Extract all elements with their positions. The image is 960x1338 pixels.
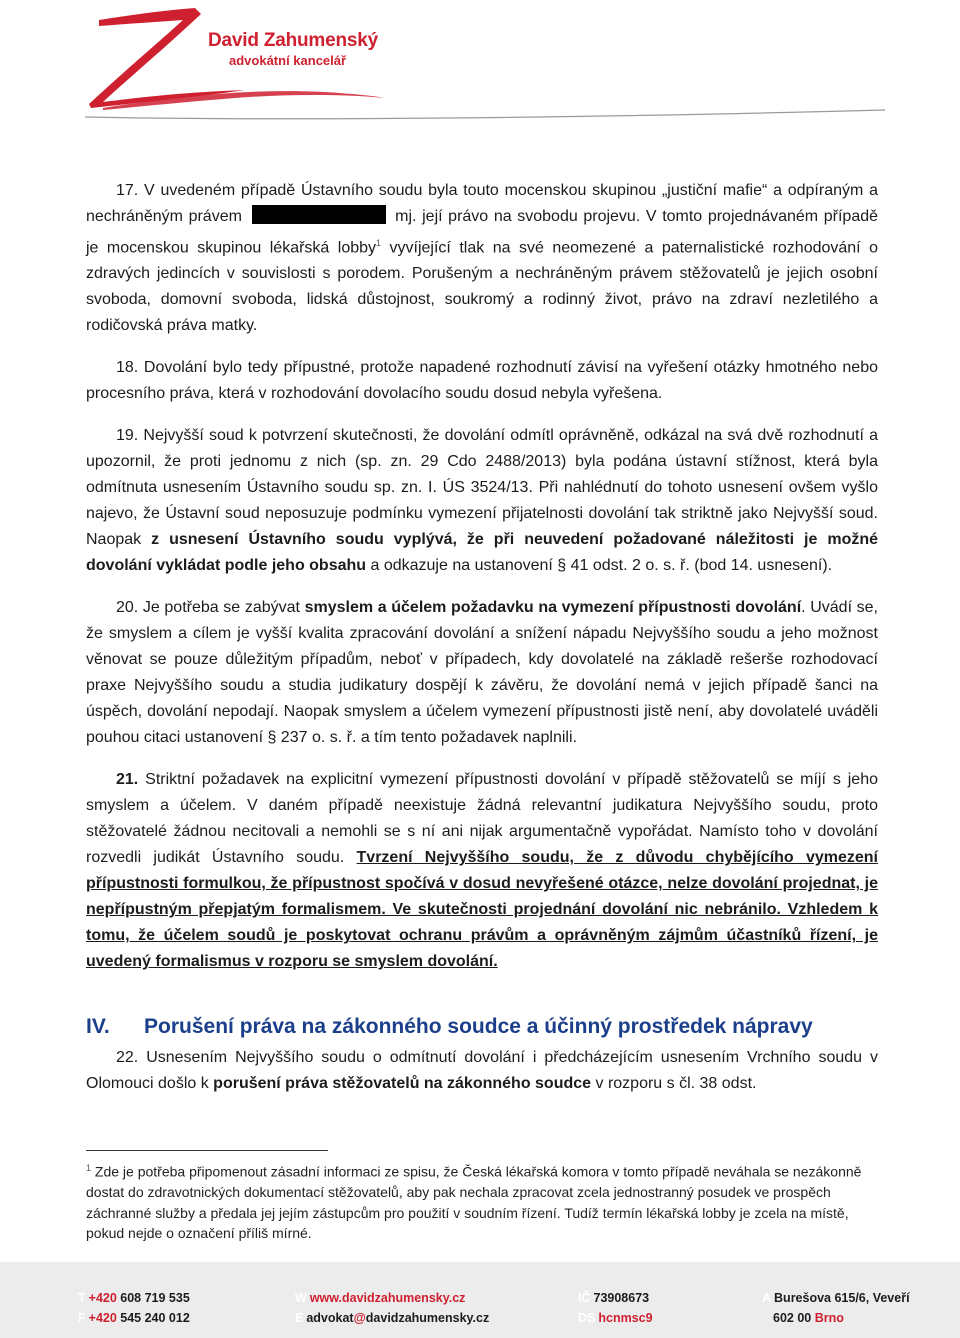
city: Brno: [811, 1311, 844, 1325]
zip-code: 602 00: [773, 1311, 812, 1325]
header-divider: [85, 108, 885, 122]
footnote-reference: 1: [376, 238, 382, 248]
emphasis-text: porušení práva stěžovatelů na zákonného soudce: [213, 1075, 592, 1093]
website-link[interactable]: www.davidzahumensky.cz: [309, 1291, 466, 1305]
footer-address: A Burešova 615/6, Veveří 602 00 Brno: [762, 1291, 910, 1325]
paragraph-18: 18. Dovolání bylo tedy přípustné, protože napadené rozhodnutí závisí na vyřešení otázky hmotného nebo procesního práva, která v rozhodování dovolacího soudu dosud nebyla vyřešena.: [86, 359, 878, 403]
email-link[interactable]: advokat@davidzahumensky.cz: [306, 1311, 490, 1325]
paragraph-21: 21. Striktní požadavek na explicitní vymezení přípustnosti dovolání v případě stěžovatelů se míjí s jeho smyslem a účelem. V daném případě neexistuje žádná relevantní judikatura Nejvyššího soudu, proto stěžovatelé žádnou necitovali a nemohli se s ní ani nijak argumentačně vypořádat. Namísto toho v dovolání rozvedli judikát Ústavního soudu. Tvrzení Nejvyššího soudu, že z důvodu chybějícího vymezení přípustnosti formulkou, že přípustnost spočívá v dosud nevyřešené otázce, nelze dovolání projednat, je nepřípustným přepjatým formalismem. Ve skutečnosti projednání dovolání nic nebránilo. Vzhledem k tomu, že účelem soudů je poskytovat ochranu právům a oprávněným zájmům účastníků řízení, je uvedený formalismus v rozporu se smyslem dovolání.: [86, 771, 879, 971]
footer-ids: IČ 73908673 DS hcnmsc9: [578, 1291, 653, 1325]
phone-number: 608 719 535: [116, 1291, 190, 1305]
document-body: [86, 178, 878, 1113]
fax-number: 545 240 012: [116, 1311, 190, 1325]
paragraph-22: 22. Usnesením Nejvyššího soudu o odmítnutí dovolání i předcházejícím usnesením Vrchního soudu v Olomouci došlo k porušení práva stěžovatelů na zákonného soudce v rozporu s čl. 38 odst.: [86, 1049, 878, 1093]
databox-id: hcnmsc9: [598, 1311, 653, 1325]
footer-web-email: W www.davidzahumensky.cz E advokat@davidzahumensky.cz: [295, 1291, 490, 1325]
paragraph-19: 19. Nejvyšší soud k potvrzení skutečnosti, že dovolání odmítl oprávněně, odkázal na svá dvě rozhodnutí a upozornil, že proti jednomu z nich (sp. zn. 29 Cdo 2488/2013) byla podána ústavní stížnost, která byla odmítnuta usnesením Ústavního soudu sp. zn. I. ÚS 3524/13. Při nahlédnutí do tohoto usnesení ovšem vyšlo najevo, že Ústavní soud neposuzuje podmínku vymezení přijatelnosti dovolání tak striktně jako Nejvyšší soud. Naopak z usnesení Ústavního soudu vyplývá, že při neuvedení požadované náležitosti je možné dovolání vykládat podle jeho obsahu a odkazuje na ustanovení § 41 odst. 2 o. s. ř. (bod 14. usnesení).: [86, 427, 879, 575]
paragraph-20: 20. Je potřeba se zabývat smyslem a účelem požadavku na vymezení přípustnosti dovolání. Uvádí se, že smyslem a cílem je vyšší kvalita zpracování dovolání a snížení nápadu Nejvyššího soudu a jeho možnost věnovat se pouze důležitým případům, neboť v případech, kdy dovolatelé na základě rešerše rozhodovací praxe Nejvyššího soudu a studia judikatury dospějí k závěru, že dovolání nemá v jejich případě šanci na úspěch, dovolání nepodají. Naopak smyslem a účelem vymezení přípustnosti jistě není, aby dovolatelé uváděli pouhou citaci ustanovení § 237 o. s. ř. a tím tento požadavek naplnili.: [86, 599, 879, 747]
footnote-divider: [86, 1150, 328, 1151]
section-heading: [86, 1015, 878, 1039]
footnote-text: Zde je potřeba připomenout zásadní informaci ze spisu, že Česká lékařská komora v tomto případě neváhala se nezákonně dostat do zdravotnických dokumentací stěžovatelů, aby pak nechala zpracovat zcela jednostranný posudek ve prospěch záchranné služby a předala jej jejím zástupcům pro použití v soudním řízení. Tudíž termín lékařská lobby je zcela na místě, pokud nejde o označení příliš mírné.: [86, 1163, 862, 1242]
page-footer: [0, 1262, 960, 1338]
emphasis-text: smyslem a účelem požadavku na vymezení přípustnosti dovolání: [304, 599, 802, 617]
footer-phones: T +420 608 719 535 F +420 545 240 012: [78, 1291, 190, 1325]
footnote: [86, 1158, 878, 1244]
firm-subtitle: advokátní kancelář: [229, 53, 347, 68]
redacted-text: [252, 205, 386, 224]
section-number: IV.: [86, 1015, 110, 1039]
underlined-emphasis-text: Tvrzení Nejvyššího soudu, že z důvodu chybějícího vymezení přípustnosti formulkou, že přípustnost spočívá v dosud nevyřešené otázce, nelze dovolání projednat, je nepřípustným přepjatým formalismem. Ve skutečnosti projednání dovolání nic nebránilo. Vzhledem k tomu, že účelem soudů je poskytovat ochranu právům a oprávněným zájmům účastníků řízení, je uvedený formalismus v rozporu se smyslem dovolání.: [86, 849, 879, 971]
company-id: 73908673: [593, 1291, 650, 1305]
emphasis-text: z usnesení Ústavního soudu vyplývá, že při neuvedení požadované náležitosti je možné dovolání vykládat podle jeho obsahu: [86, 531, 879, 575]
footnote-marker: 1: [86, 1163, 92, 1173]
firm-name: David Zahumenský: [208, 30, 378, 51]
street-address: Burešova 615/6, Veveří: [774, 1291, 910, 1305]
paragraph-17: 17. V uvedeném případě Ústavního soudu byla touto mocenskou skupinou „justiční mafie“ a odpíraným a nechráněným právem mj. její právo na svobodu projevu. V tomto projednávaném případě je mocenskou skupinou lékařská lobby$^1$ vyvíjející tlak na své neomezené a paternalistické rozhodování o zdravých jedincích v souvislosti s porodem. Porušeným a nechráněným právem stěžovatelů je jejich osobní svoboda, domovní svoboda, lidská důstojnost, soukromý a rodinný život, právo na zdraví nezletilého a rodičovská práva matky.: [86, 182, 879, 335]
section-title: Porušení práva na zákonného soudce a účinný prostředek nápravy: [144, 1015, 813, 1039]
